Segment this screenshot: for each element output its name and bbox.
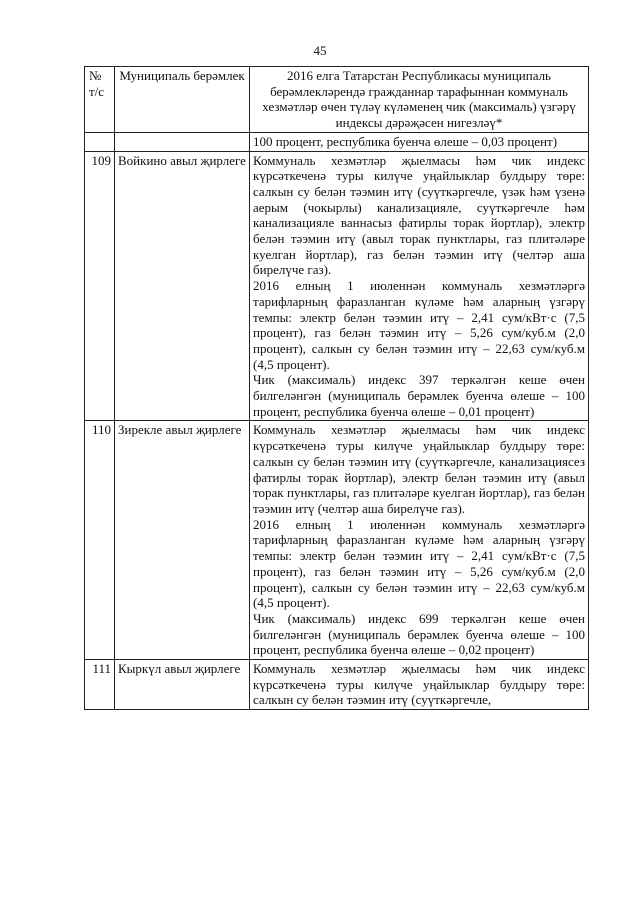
table-row <box>85 421 589 660</box>
row-paragraph: Коммуналь хезмәтләр җыелмасы һәм чик индекс күрсәткеченә туры килүче уңайлыклар булдыру төре: салкын су белән тәэмин итү (суүткәргечле, үзәк һәм үзенә аерым (чокырлы) канализацияле, суүткәргечле һәм канализацияле ваннасыз фатирлы торак йортлар), электр белән тәэмин итү (авыл торак пунктлары, газ плитәләре куелган йортлар), газ белән тәэмин итү (челтәр аша бирелүче газ). <box>253 152 585 278</box>
municipality-table <box>84 66 589 710</box>
table-row <box>85 660 589 710</box>
row-municipality: Кыркүл авыл җирлеге <box>115 660 250 710</box>
row-description <box>250 660 589 710</box>
page-number: 45 <box>313 43 327 58</box>
row-paragraph: Коммуналь хезмәтләр җыелмасы һәм чик индекс күрсәткеченә туры килүче уңайлыклар булдыру төре: салкын су белән тәэмин итү (суүткәргечле, <box>253 661 585 708</box>
header-municipality: Муниципаль берәмлек <box>115 67 250 133</box>
row-num: 111 <box>85 660 115 710</box>
row-num: 110 <box>85 421 115 660</box>
row-paragraph: Чик (максималь) индекс 699 теркәлгән кеше өчен билгеләнгән (муниципаль берәмлек буенча өлеше – 100 процент, республика буенча өлеше – 0,02 процент) <box>253 610 585 658</box>
continuation-num <box>85 132 115 151</box>
row-num: 109 <box>85 151 115 421</box>
table-header-row <box>85 67 589 133</box>
row-description <box>250 151 589 421</box>
table-row <box>85 151 589 421</box>
row-paragraph: Чик (максималь) индекс 397 теркәлгән кеше өчен билгеләнгән (муниципаль берәмлек буенча өлеше – 100 процент, республика буенча өлеше – 0,01 процент) <box>253 372 585 419</box>
row-description <box>250 421 589 660</box>
continuation-municipality <box>115 132 250 151</box>
continuation-row <box>85 132 589 151</box>
row-paragraph: Коммуналь хезмәтләр җыелмасы һәм чик индекс күрсәткеченә туры килүче уңайлыклар булдыру төре: салкын су белән тәэмин итү (суүткәргечле, канализациясез фатирлы торак йортлар), электр белән тәэмин итү (авыл торак пунктлары, газ плитәләре куелган йортлар), газ белән тәэмин итү (челтәр аша бирелүче газ). <box>253 422 585 516</box>
header-description: 2016 елга Татарстан Республикасы муниципаль берәмлекләрендә гражданнар тарафыннан коммуналь хезмәтләр өчен түләү күләменең чик (максималь) үзгәрү индексы дәрәҗәсен нигезләү* <box>250 67 589 133</box>
row-municipality: Войкино авыл җирлеге <box>115 151 250 421</box>
header-num: № т/с <box>85 67 115 133</box>
row-municipality: Зирекле авыл җирлеге <box>115 421 250 660</box>
row-paragraph: 2016 елның 1 июленнән коммуналь хезмәтләргә тарифларның фаразланган күләме һәм аларның үзгәрү темпы: электр белән тәэмин итү – 2,41 сум/кВт·с (7,5 процент), газ белән тәэмин итү – 5,26 сум/куб.м (2,0 процент), салкын су белән тәэмин итү – 22,63 сум/куб.м (4,5 процент). <box>253 278 585 372</box>
row-paragraph: 2016 елның 1 июленнән коммуналь хезмәтләргә тарифларның фаразланган күләме һәм аларның үзгәрү темпы: электр белән тәэмин итү – 2,41 сум/кВт·с (7,5 процент), газ белән тәэмин итү – 5,26 сум/куб.м (2,0 процент), салкын су белән тәэмин итү – 22,63 сум/куб.м (4,5 процент). <box>253 516 585 611</box>
continuation-text: 100 процент, республика буенча өлеше – 0,03 процент) <box>250 132 589 151</box>
